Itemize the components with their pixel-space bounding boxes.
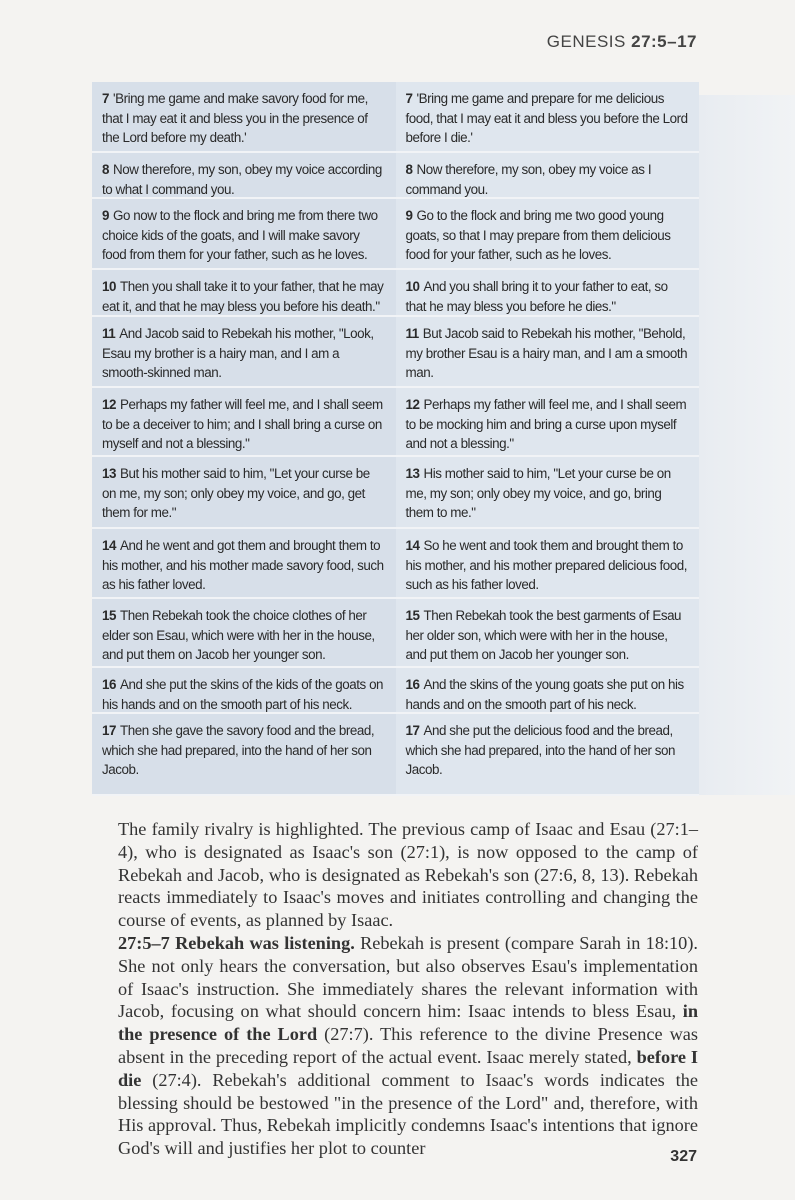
verse-left-cell: [92, 668, 396, 714]
verse-number: 16: [405, 677, 420, 692]
verse-left-cell: [92, 82, 396, 153]
verse-number: 8: [405, 162, 413, 177]
verse-number: 17: [405, 723, 420, 738]
verse-left-cell: [92, 599, 396, 668]
verse-text: Perhaps my father will feel me, and I shall seem to be a deceiver to him; and I shall bring a curse on myself and not a blessing.": [102, 397, 383, 451]
verse-text: And he went and got them and brought them to his mother, and his mother made savory food, such as his father loved.: [102, 538, 384, 592]
verse-right-cell: [396, 153, 700, 199]
verse-number: 10: [102, 279, 116, 294]
verse-text: Then you shall take it to your father, that he may eat it, and that he may bless you before his death.": [102, 279, 384, 314]
commentary-text-c: (27:4). Rebekah's additional comment to Isaac's words indicates the blessing should be bestowed "in the presence of the Lord" and, therefore, with His approval. Thus, Rebekah implicitly condemns Isaac's intentions that ignore God's will and justifies her plot to counter: [118, 1069, 698, 1159]
lemma-heading: Rebekah was listening.: [175, 932, 355, 953]
verse-number: 10: [405, 279, 420, 294]
verse-number: 7: [102, 91, 109, 106]
page-number: 327: [670, 1148, 697, 1165]
verse-number: 11: [405, 326, 419, 341]
verse-text: Then she gave the savory food and the bread, which she had prepared, into the hand of her son Jacob.: [102, 723, 375, 777]
verse-text: And the skins of the young goats she put on his hands and on the smooth part of his neck.: [405, 677, 684, 712]
verse-right-cell: [396, 317, 700, 388]
verse-right-cell: [396, 599, 700, 668]
verse-text: 'Bring me game and prepare for me delicious food, that I may eat it and bless you before the Lord before I die.': [405, 91, 688, 145]
verse-text: Then Rebekah took the choice clothes of her elder son Esau, which were with her in the house, and put them on Jacob her younger son.: [102, 608, 375, 662]
verse-number: 7: [405, 91, 413, 106]
emphasis-presence: in the presence of the Lord: [118, 1001, 698, 1045]
verse-right-cell: [396, 270, 700, 317]
commentary-paragraph-1: The family rivalry is highlighted. The previous camp of Isaac and Esau (27:1–4), who is designated as Isaac's son (27:1), is now opposed to the camp of Rebekah and Jacob, who is designated as Rebekah's son (27:6, 8, 13). Rebekah reacts immediately to Isaac's moves and initiates controlling and changing the course of events, as planned by Isaac.: [118, 819, 698, 931]
verse-text: But Jacob said to Rebekah his mother, "Behold, my brother Esau is a hairy man, and I am a smooth man.: [405, 326, 688, 380]
verse-right-cell: [396, 714, 700, 796]
verse-right-cell: [396, 82, 700, 153]
verse-number: 9: [102, 208, 109, 223]
commentary-text: [118, 818, 698, 1160]
verse-text: And you shall bring it to your father to eat, so that he may bless you before he dies.": [405, 279, 668, 314]
verse-number: 13: [102, 466, 116, 481]
verse-range-ref: 27:5–7: [118, 932, 170, 953]
verse-right-cell: [396, 529, 700, 599]
verse-left-cell: [92, 529, 396, 599]
verse-left-cell: [92, 270, 396, 317]
commentary-paragraph-2: [118, 932, 698, 1160]
commentary-text-a: Rebekah is present (compare Sarah in 18:10). She not only hears the conversation, but also observes Esau's implementation of Isaac's instruction. She immediately shares the relevant information with Jacob, focusing on what should concern him: Isaac intends to bless Esau,: [118, 932, 698, 1022]
verse-number: 12: [405, 397, 420, 412]
verse-right-cell: [396, 668, 700, 714]
running-header: [547, 32, 697, 52]
verse-left-cell: [92, 457, 396, 529]
verse-number: 14: [102, 538, 116, 553]
verse-text: Then Rebekah took the best garments of Esau her older son, which were with her in the house, and put them on Jacob her younger son.: [405, 608, 682, 662]
verse-text: And Jacob said to Rebekah his mother, "Look, Esau my brother is a hairy man, and I am a smooth-skinned man.: [102, 326, 374, 380]
verse-text: Go to the flock and bring me two good young goats, so that I may prepare from them delicious food for your father, such as he loves.: [405, 208, 671, 262]
verse-number: 12: [102, 397, 116, 412]
verse-right-cell: [396, 457, 700, 529]
verse-text: Go now to the flock and bring me from there two choice kids of the goats, and I will make savory food from them for your father, such as he loves.: [102, 208, 378, 262]
verse-number: 8: [102, 162, 109, 177]
verse-right-cell: [396, 388, 700, 457]
verse-text: Now therefore, my son, obey my voice according to what I command you.: [102, 162, 382, 197]
verse-number: 15: [102, 608, 116, 623]
bleed-through-margin: [699, 95, 795, 795]
verse-text: Perhaps my father will feel me, and I shall seem to be mocking him and bring a curse upon myself and not a blessing.": [405, 397, 687, 451]
verse-left-cell: [92, 714, 396, 796]
verse-left-cell: [92, 153, 396, 199]
commentary-text-b: (27:7). This reference to the divine Presence was absent in the preceding report of the actual event. Isaac merely stated,: [118, 1024, 699, 1067]
verse-left-cell: [92, 388, 396, 457]
verse-text: And she put the skins of the kids of the goats on his hands and on the smooth part of his neck.: [102, 677, 384, 712]
verse-text: Now therefore, my son, obey my voice as I command you.: [405, 162, 652, 197]
verse-text: But his mother said to him, "Let your curse be on me, my son; only obey my voice, and go, get them for me.": [102, 466, 370, 520]
verse-text: So he went and took them and brought them to his mother, and his mother prepared delicious food, such as his father loved.: [405, 538, 687, 592]
translation-comparison-table: [92, 82, 699, 796]
verse-text: His mother said to him, "Let your curse be on me, my son; only obey my voice, and go, bring them to me.": [405, 466, 671, 520]
header-reference: 27:5–17: [631, 32, 697, 51]
verse-number: 16: [102, 677, 116, 692]
verse-number: 9: [405, 208, 413, 223]
verse-text: And she put the delicious food and the bread, which she had prepared, into the hand of her son Jacob.: [405, 723, 675, 777]
verse-left-cell: [92, 317, 396, 388]
verse-number: 14: [405, 538, 420, 553]
header-book: GENESIS: [546, 32, 626, 51]
verse-left-cell: [92, 199, 396, 270]
verse-number: 11: [102, 326, 116, 341]
emphasis-before-die: before I die: [118, 1046, 698, 1090]
verse-right-cell: [396, 199, 700, 270]
verse-number: 13: [405, 466, 420, 481]
verse-number: 15: [405, 608, 420, 623]
verse-text: 'Bring me game and make savory food for me, that I may eat it and bless you in the presence of the Lord before my death.': [102, 91, 368, 145]
verse-number: 17: [102, 723, 116, 738]
